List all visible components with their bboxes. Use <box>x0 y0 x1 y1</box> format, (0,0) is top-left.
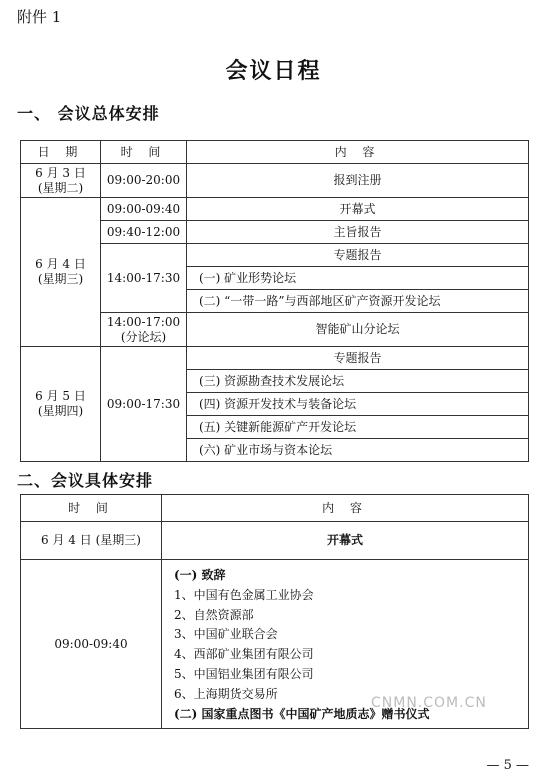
section-1-heading: 一、 会议总体安排 <box>17 104 160 123</box>
session-time-cell: 09:00-09:40 <box>21 560 162 729</box>
content-cell: 报到注册 <box>187 164 529 198</box>
weekday-text: (星期三) <box>37 272 84 286</box>
session-line: 4、西部矿业集团有限公司 <box>174 647 314 662</box>
weekday-text: (星期二) <box>37 180 84 195</box>
time-cell <box>101 313 187 347</box>
forum-item: (五) 关键新能源矿产开发论坛 <box>187 416 529 439</box>
attachment-label: 附件 1 <box>17 8 62 26</box>
table-row <box>21 198 529 221</box>
content-cell: 专题报告 <box>187 347 529 370</box>
content-cell: 主旨报告 <box>187 221 529 244</box>
column-header-content: 内 容 <box>187 141 529 164</box>
date-text: 6 月 3 日 <box>35 165 86 180</box>
section-2-heading: 二、会议具体安排 <box>17 471 154 490</box>
forum-item: (三) 资源勘查技术发展论坛 <box>187 370 529 393</box>
date-text: 6 月 5 日 <box>35 389 86 403</box>
date-cell <box>21 347 101 462</box>
column-header-time: 时 间 <box>101 141 187 164</box>
content-cell: 专题报告 <box>187 244 529 267</box>
forum-item: (六) 矿业市场与资本论坛 <box>187 439 529 462</box>
day-event-cell: 开幕式 <box>162 522 529 560</box>
time-cell: 09:00-09:40 <box>101 198 187 221</box>
forum-item: (二) “一带一路”与西部地区矿产资源开发论坛 <box>187 290 529 313</box>
table-row <box>21 347 529 370</box>
document-title: 会议日程 <box>225 58 322 84</box>
table-row <box>21 164 529 198</box>
content-cell: 开幕式 <box>187 198 529 221</box>
date-cell <box>21 198 101 347</box>
forum-item: (一) 矿业形势论坛 <box>187 267 529 290</box>
session-line: 1、中国有色金属工业协会 <box>174 587 314 602</box>
column-header-date: 日 期 <box>21 141 101 164</box>
session-line: (一) 致辞 <box>174 568 226 582</box>
time-note: (分论坛) <box>120 329 167 344</box>
session-line: 3、中国矿业联合会 <box>174 627 278 642</box>
table-row <box>21 522 529 560</box>
time-cell: 09:40-12:00 <box>101 221 187 244</box>
time-text: 14:00-17:00 <box>106 314 181 329</box>
forum-item: (四) 资源开发技术与装备论坛 <box>187 393 529 416</box>
table-header-row <box>21 495 529 522</box>
session-line: 5、中国铝业集团有限公司 <box>174 666 314 681</box>
column-header-content: 内 容 <box>162 495 529 522</box>
column-header-time: 时 间 <box>21 495 162 522</box>
time-cell: 14:00-17:30 <box>101 244 187 313</box>
date-cell <box>21 164 101 198</box>
day-label-cell: 6 月 4 日 (星期三) <box>21 522 162 560</box>
content-cell: 智能矿山分论坛 <box>187 313 529 347</box>
weekday-text: (星期四) <box>37 404 84 418</box>
session-line: 2、自然资源部 <box>174 607 254 622</box>
session-line: (二) 国家重点图书《中国矿产地质志》赠书仪式 <box>174 706 430 721</box>
time-cell: 09:00-20:00 <box>101 164 187 198</box>
page-number: — 5 — <box>486 758 529 773</box>
watermark: CNMN.COM.CN <box>371 695 487 711</box>
time-cell: 09:00-17:30 <box>101 347 187 462</box>
date-text: 6 月 4 日 <box>35 257 86 271</box>
overall-schedule-table <box>20 140 529 462</box>
table-header-row <box>21 141 529 164</box>
session-line: 6、上海期货交易所 <box>174 686 278 701</box>
